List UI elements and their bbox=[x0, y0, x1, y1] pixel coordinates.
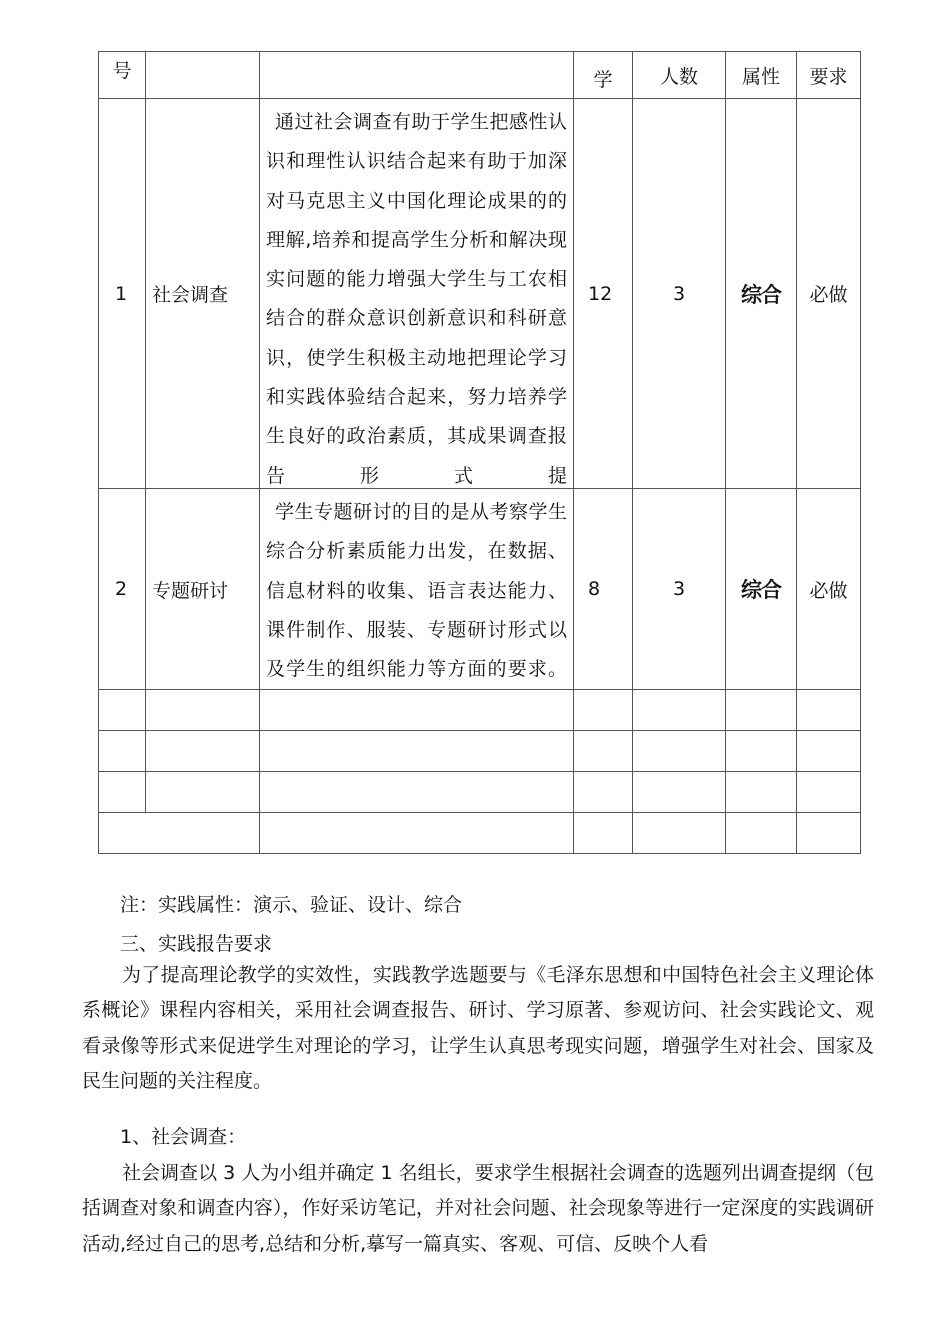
empty-row bbox=[99, 690, 861, 731]
row-hours: 12 bbox=[574, 99, 633, 489]
subsection-heading: 1、社会调查： bbox=[120, 1126, 247, 1148]
header-people: 人数 bbox=[633, 52, 726, 99]
subsection-body bbox=[82, 1156, 874, 1262]
header-requirement: 要求 bbox=[797, 52, 861, 99]
intro-paragraph: 为了提高理论教学的实效性，实践教学选题要与《毛泽东思想和中国特色社会主义理论体系概论》课程内容相关，采用社会调查报告、研讨、学习原著、参观访问、社会实践论文、观看录像等形式来促进学生对理论的学习，让学生认真思考现实问题，增强学生对社会、国家及民生问题的关注程度。 bbox=[82, 964, 874, 1092]
row-content bbox=[260, 99, 574, 489]
empty-row bbox=[99, 813, 861, 854]
row-num: 2 bbox=[99, 489, 146, 690]
row-requirement: 必做 bbox=[797, 99, 861, 489]
table-row bbox=[99, 489, 861, 690]
header-hours: 学 bbox=[574, 52, 633, 99]
section-intro bbox=[82, 958, 874, 1099]
header-content bbox=[260, 52, 574, 99]
header-attribute: 属性 bbox=[726, 52, 797, 99]
row-requirement: 必做 bbox=[797, 489, 861, 690]
header-name bbox=[146, 52, 260, 99]
row-hours: 8 bbox=[574, 489, 633, 690]
row-content bbox=[260, 489, 574, 690]
row-people: 3 bbox=[633, 99, 726, 489]
table-note: 注：实践属性：演示、验证、设计、综合 bbox=[120, 894, 463, 916]
row-attribute: 综合 bbox=[726, 99, 797, 489]
practice-table bbox=[98, 51, 861, 854]
empty-row bbox=[99, 772, 861, 813]
table-header-row bbox=[99, 52, 861, 99]
row-name: 专题研讨 bbox=[146, 489, 260, 690]
subsection-paragraph: 社会调查以 3 人为小组并确定 1 名组长，要求学生根据社会调查的选题列出调查提纲（包括调查对象和调查内容），作好采访笔记，并对社会问题、社会现象等进行一定深度的实践调研活动,经过自己的思考,总结和分析,摹写一篇真实、客观、可信、反映个人看 bbox=[82, 1162, 874, 1255]
header-num: 号 bbox=[99, 52, 146, 99]
table-row bbox=[99, 99, 861, 489]
row-attribute: 综合 bbox=[726, 489, 797, 690]
section-heading: 三、实践报告要求 bbox=[120, 933, 273, 955]
row-content-text: 通过社会调查有助于学生把感性认识和理性认识结合起来有助于加深对马克思主义中国化理论成果的的理解,培养和提高学生分析和解决现实问题的能力增强大学生与工农相结合的群众意识创新意识和科研意识，使学生积极主动地把理论学习和实践体验结合起来，努力培养学生良好的政治素质，其成果调查报告形式提 bbox=[266, 111, 567, 487]
empty-row bbox=[99, 731, 861, 772]
row-people: 3 bbox=[633, 489, 726, 690]
row-content-text: 学生专题研讨的目的是从考察学生综合分析素质能力出发，在数据、信息材料的收集、语言表达能力、课件制作、服装、专题研讨形式以及学生的组织能力等方面的要求。 bbox=[266, 501, 567, 681]
row-name: 社会调查 bbox=[146, 99, 260, 489]
row-num: 1 bbox=[99, 99, 146, 489]
